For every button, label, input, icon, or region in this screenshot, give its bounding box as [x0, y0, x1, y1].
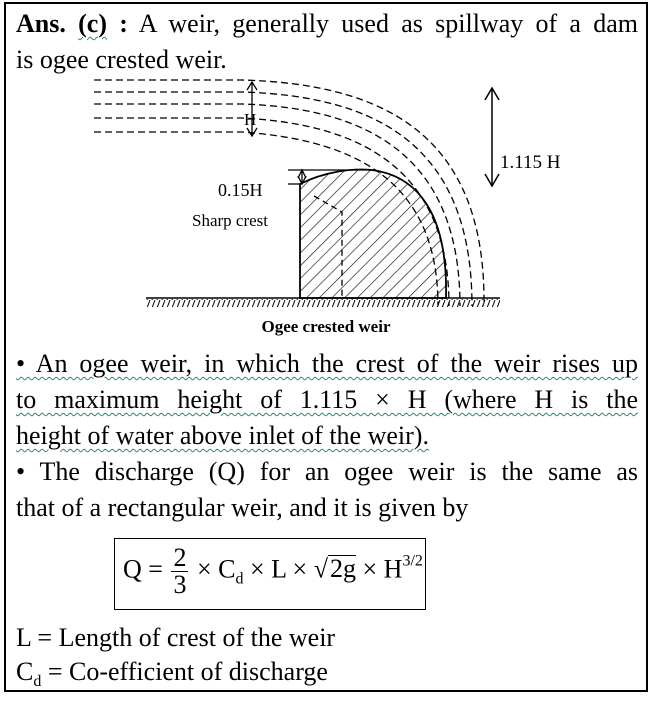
ground-hatch — [146, 299, 500, 307]
bullet-1-line-2: to maximum height of 1.115 × H (where H is the — [16, 385, 638, 414]
definition-cd — [16, 654, 638, 700]
formula-cd-sub: d — [235, 570, 244, 588]
answer-option: (c) — [78, 9, 107, 38]
answer-text: A weir, generally used as spillway of a dam — [138, 9, 638, 38]
height-1115h-arrow — [485, 88, 499, 186]
formula-part2: × L × — [249, 554, 308, 584]
definition-cd-symbol: C — [16, 657, 34, 686]
formula-part3: × H — [362, 554, 403, 584]
definition-cd-sub: d — [33, 673, 42, 690]
answer-box — [4, 2, 648, 692]
label-sharp-crest: Sharp crest — [192, 211, 269, 230]
answer-colon: : — [119, 9, 128, 38]
formula-lhs: Q = — [123, 554, 163, 584]
fraction-numerator: 2 — [173, 543, 187, 572]
answer-label: Ans. — [16, 9, 66, 38]
formula-fraction — [171, 545, 188, 598]
label-1115h: 1.115 H — [500, 152, 561, 173]
bullet-1-line-1: • An ogee weir, in which the crest of the weir rises up — [16, 349, 638, 378]
discharge-formula-box — [114, 538, 426, 610]
answer-line-2: is ogee crested weir. — [16, 45, 227, 74]
formula-part1: × C — [196, 554, 236, 584]
ogee-weir-diagram — [6, 76, 650, 348]
formula-sqrt-content: 2g — [330, 554, 356, 584]
sqrt-icon: √ — [313, 554, 328, 584]
formula-exponent: 3/2 — [402, 552, 423, 570]
label-h: H — [244, 110, 257, 129]
bullet-2-line-1: • The discharge (Q) for an ogee weir is the same as — [16, 457, 638, 486]
fraction-denominator: 3 — [173, 570, 187, 599]
bullet-1-line-3: height of water above inlet of the weir). — [16, 421, 429, 450]
definition-l: L = Length of crest of the weir — [16, 623, 336, 652]
bullet-2-line-2: that of a rectangular weir, and it is given by — [16, 493, 469, 522]
discharge-formula — [123, 545, 423, 598]
definition-cd-text: = Co-efficient of discharge — [41, 657, 328, 686]
weir-body — [300, 170, 446, 298]
label-015h: 0.15H — [218, 180, 263, 200]
diagram-caption: Ogee crested weir — [261, 317, 391, 336]
answer-line-1 — [16, 6, 638, 42]
